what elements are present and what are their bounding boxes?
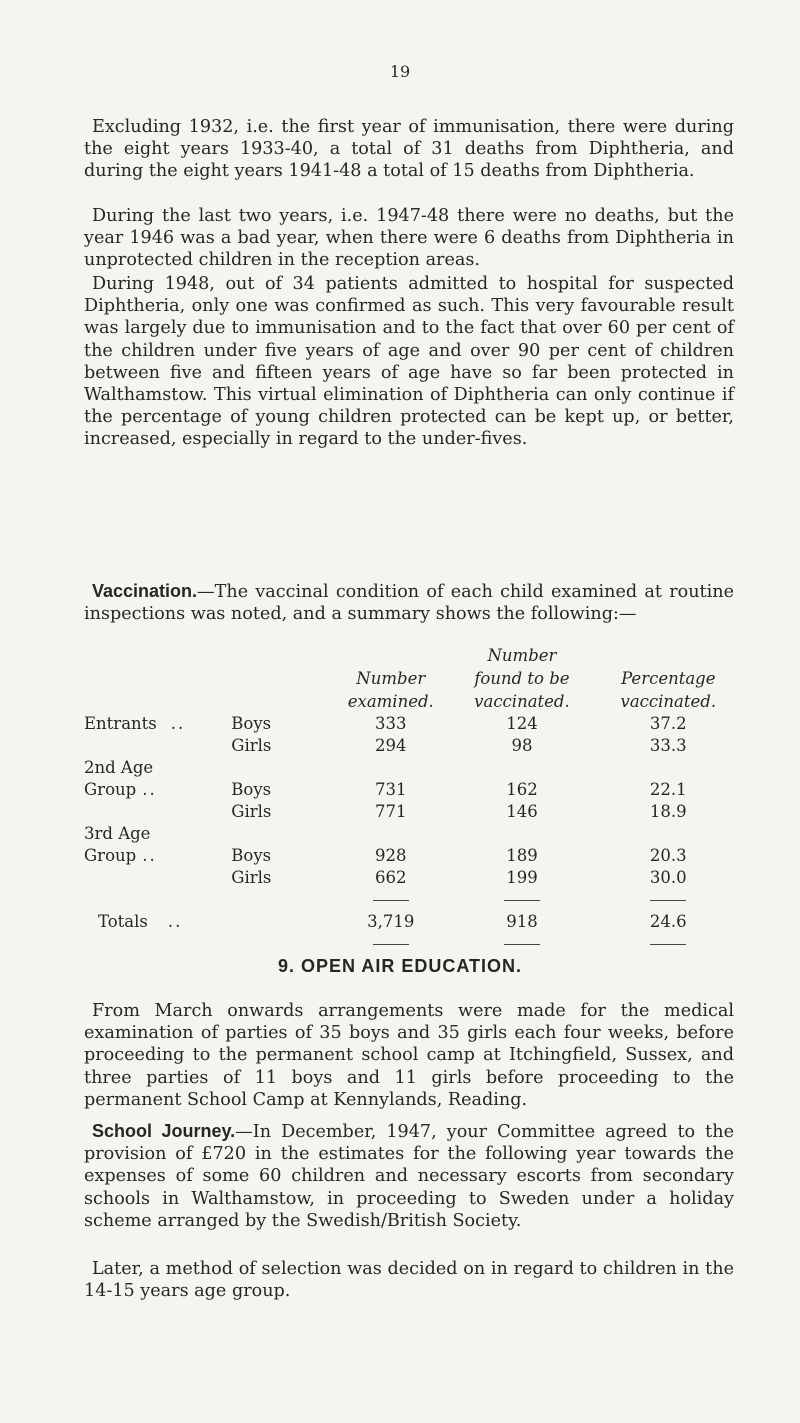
divider (373, 944, 409, 945)
header-number-examined: Number examined. (347, 669, 434, 711)
paragraph-suspected-cases (84, 273, 734, 451)
paragraph-text: During the last two years, i.e. 1947-48 there were no deaths, but the year 1946 was a bad year, when there were 6 deaths from Diphtheria in unprotected children in the reception areas. (84, 206, 734, 271)
divider (373, 900, 409, 901)
vaccination-heading: Vaccination. (92, 581, 198, 601)
divider (650, 944, 686, 945)
paragraph-school-journey (84, 1120, 734, 1232)
table-row: Girls 771 146 18.9 (231, 802, 687, 821)
table-header-row (84, 644, 744, 713)
school-journey-text: —In December, 1947, your Committee agreed to the provision of £720 in the estimates for the following year towards the expenses of some 60 children and necessary escorts from secondary schools in Walthamstow, in proceeding to Sweden under a holiday scheme arranged by the Swedish/British Society. (84, 1122, 734, 1231)
table-totals-row: Totals .. 3,719 918 24.6 (98, 912, 687, 931)
header-number-vaccinated: Number found to be vaccinated. (474, 646, 570, 711)
paragraph-selection (84, 1258, 734, 1302)
table-row: Girls 662 199 30.0 (231, 868, 687, 887)
table-row: Entrants .. Boys 333 124 37.2 (84, 714, 687, 733)
paragraph-text: From March onwards arrangements were made for the medical examination of parties of 35 boys and 35 girls each four weeks, before proceeding to the permanent school camp at Itchingfield, Sussex, and three parties of 11 boys and 11 girls before proceeding to the permanent School Camp at Kennylands, Reading. (84, 1001, 734, 1110)
vaccination-text: —The vaccinal condition of each child examined at routine inspections was noted, and a summary shows the following:— (84, 582, 734, 625)
paragraph-open-air (84, 1000, 734, 1111)
paragraph-diphtheria-deaths (84, 116, 734, 183)
paragraph-vaccination (84, 580, 734, 625)
paragraph-recent-years (84, 205, 734, 272)
table-rule-row (84, 933, 744, 955)
divider (650, 900, 686, 901)
table-row: 3rd Age Group .. Boys 928 189 20.3 (84, 824, 687, 865)
paragraph-text: Excluding 1932, i.e. the first year of immunisation, there were during the eight years 1933-40, a total of 31 deaths from Diphtheria, and during the eight years 1941-48 a total of 15 deaths from Diphtheria. (84, 117, 734, 182)
divider (504, 900, 540, 901)
paragraph-text: Later, a method of selection was decided on in regard to children in the 14-15 years age group. (84, 1259, 734, 1302)
page-number: 19 (389, 62, 411, 81)
table-rule-row (84, 889, 744, 911)
table-row: 2nd Age Group .. Boys 731 162 22.1 (84, 758, 687, 799)
vaccination-table (84, 644, 744, 955)
table-row: Girls 294 98 33.3 (231, 736, 687, 755)
divider (504, 944, 540, 945)
header-percentage-vaccinated: Percentage vaccinated. (620, 669, 717, 711)
paragraph-text: During 1948, out of 34 patients admitted to hospital for suspected Diphtheria, only one was confirmed as such. This very favourable result was largely due to immunisation and to the fact that over 60 per cent of the children under five years of age and over 90 per cent of children between five and fifteen years of age have so far been protected in Walthamstow. This virtual elimination of Diphtheria can only continue if the percentage of young children protected can be kept up, or better, increased, especially in regard to the under-fives. (84, 274, 734, 450)
school-journey-heading: School Journey. (92, 1121, 236, 1141)
section-title: 9. OPEN AIR EDUCATION. (277, 956, 523, 976)
